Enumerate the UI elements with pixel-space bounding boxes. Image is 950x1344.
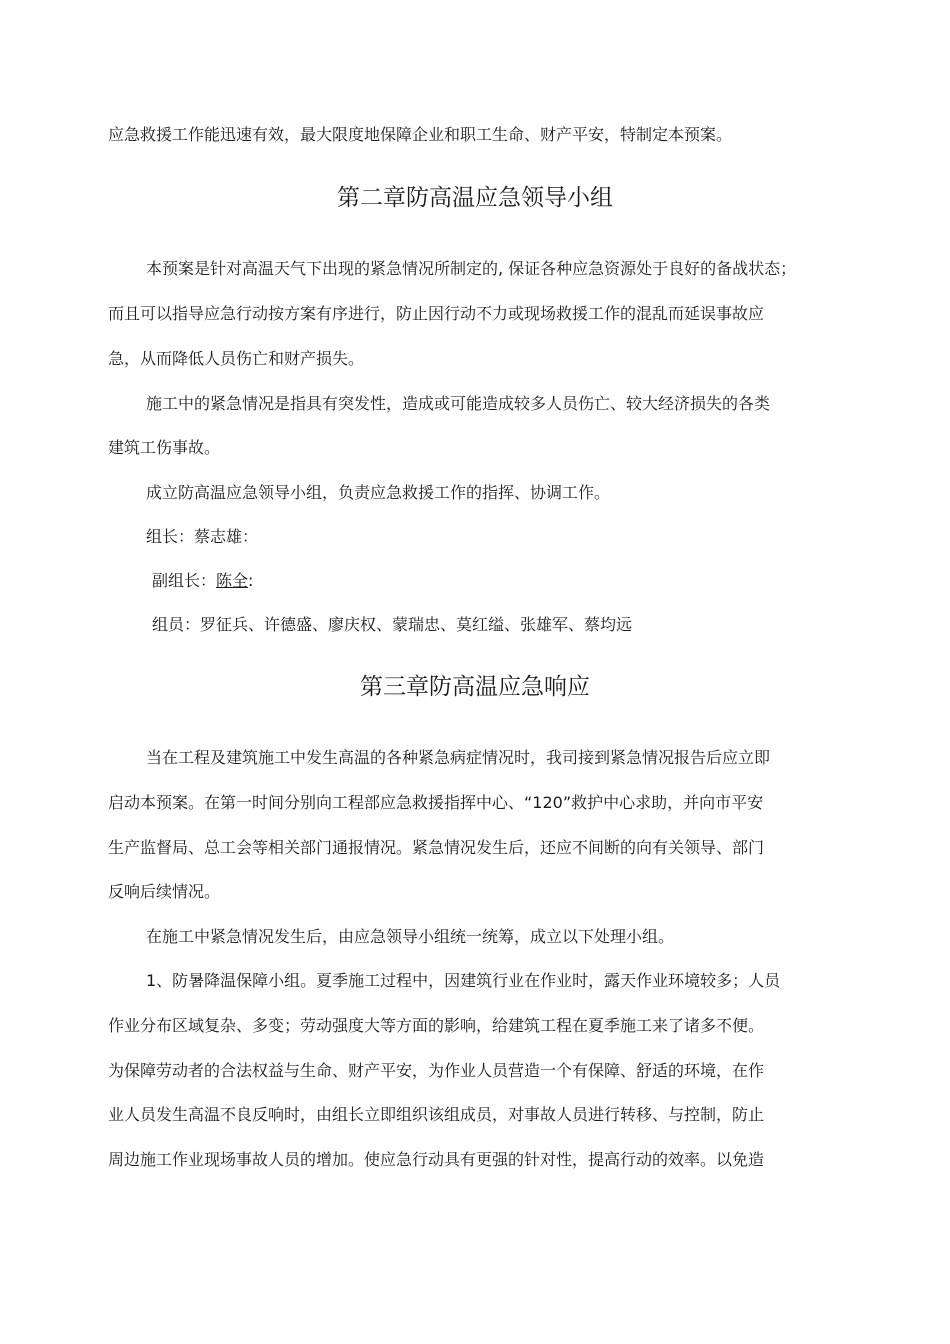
paragraph-line: 业人员发生高温不良反响时，由组长立即组织该组成员，对事故人员进行转移、与控制，防止 <box>108 1105 765 1124</box>
paragraph-line: 启动本预案。在第一时间分别向工程部应急救援指挥中心、“120”救护中心求助，并向市平安 <box>108 793 764 812</box>
paragraph-line: 为保障劳动者的合法权益与生命、财产平安，为作业人员营造一个有保障、舒适的环境，在作 <box>108 1061 765 1080</box>
chapter-heading-3 <box>0 672 950 702</box>
chapter-number: 第二章 <box>337 185 406 211</box>
paragraph-line: 生产监督局、总工会等相关部门通报情况。紧急情况发生后，还应不间断的向有关领导、部门 <box>108 838 765 857</box>
paragraph-line: 成立防高温应急领导小组，负责应急救援工作的指挥、协调工作。 <box>146 483 611 502</box>
paragraph-line: 当在工程及建筑施工中发生高温的各种紧急病症情况时，我司接到紧急情况报告后应立即 <box>146 748 771 767</box>
paragraph-top: 应急救援工作能迅速有效，最大限度地保障企业和职工生命、财产平安，特制定本预案。 <box>108 125 733 144</box>
deputy-line <box>152 570 253 592</box>
leader-name: 蔡志雄： <box>194 527 259 546</box>
deputy-name: 陈全 <box>216 571 249 590</box>
paragraph-line: 建筑工伤事故。 <box>108 438 221 457</box>
chapter-heading-2 <box>0 183 950 213</box>
paragraph-line: 周边施工作业现场事故人员的增加。使应急行动具有更强的针对性，提高行动的效率。以免造 <box>108 1150 765 1169</box>
deputy-label: 副组长： <box>152 571 217 590</box>
paragraph-line: 而且可以指导应急行动按方案有序进行，防止因行动不力或现场救援工作的混乱而延误事故应 <box>108 304 765 323</box>
paragraph-line: 作业分布区域复杂、多变；劳动强度大等方面的影响，给建筑工程在夏季施工来了诸多不便。 <box>108 1016 765 1035</box>
members-list: 罗征兵、许德盛、廖庆权、蒙瑞忠、莫红缢、张雄军、蔡均远 <box>200 615 633 634</box>
chapter-number: 第三章 <box>360 674 429 700</box>
members-line <box>152 614 632 636</box>
deputy-punct: : <box>248 571 254 590</box>
paragraph-line: 本预案是针对高温天气下出现的紧急情况所制定的, 保证各种应急资源处于良好的备战状态； <box>146 259 797 278</box>
leader-label: 组长： <box>146 527 195 546</box>
leader-line <box>146 526 258 548</box>
paragraph-line: 反响后续情况。 <box>108 882 221 901</box>
paragraph-line: 急，从而降低人员伤亡和财产损失。 <box>108 349 365 368</box>
members-label: 组员： <box>152 615 201 634</box>
paragraph-line: 施工中的紧急情况是指具有突发性，造成或可能造成较多人员伤亡、较大经济损失的各类 <box>146 394 771 413</box>
chapter-title: 防高温应急领导小组 <box>406 185 613 211</box>
chapter-title: 防高温应急响应 <box>429 674 590 700</box>
paragraph-line: 1、防暑降温保障小组。夏季施工过程中，因建筑行业在作业时，露天作业环境较多；人员 <box>146 971 781 990</box>
paragraph-line: 在施工中紧急情况发生后，由应急领导小组统一统筹，成立以下处理小组。 <box>146 927 675 946</box>
